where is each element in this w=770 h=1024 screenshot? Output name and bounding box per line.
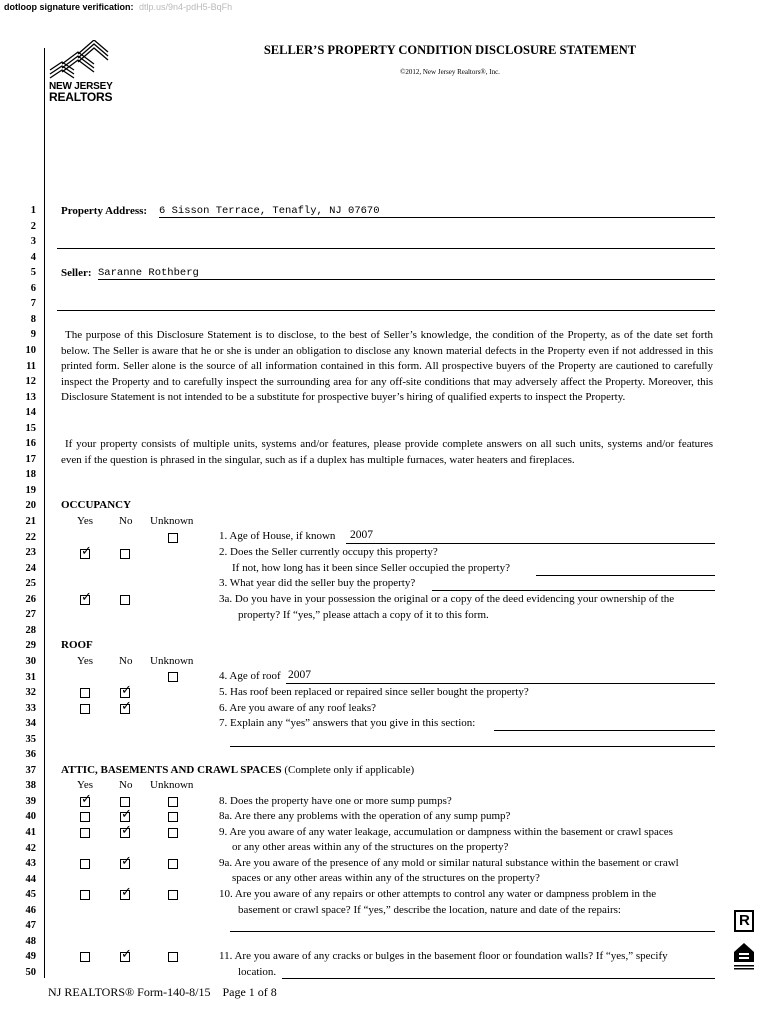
line-number: 20 [25,500,36,512]
line-number: 1 [30,205,36,216]
q5-label: 5. Has roof been replaced or repaired since seller bought the property? [219,686,529,698]
copyright-notice: ©2012, New Jersey Realtors®, Inc. [400,68,500,76]
occupancy-heading: OCCUPANCY [61,499,132,511]
col-no: No [119,515,133,527]
line-number: 44 [25,873,36,885]
q9a-label: 9a. Are you aware of the presence of any mold or similar natural substance within the basement or crawl [219,857,679,869]
line-number: 23 [25,547,36,559]
signature-verification [4,2,232,12]
line-number: 7 [30,298,36,310]
q4-unknown-checkbox[interactable] [168,672,178,682]
attic-heading-note: (Complete only if applicable) [284,764,415,776]
check-mark-icon: ✓ [121,807,132,822]
seller-label: Seller: [61,267,92,279]
q6-no-checkbox[interactable] [120,699,132,714]
line-number: 48 [25,935,36,947]
check-mark-icon: ✓ [121,947,132,962]
q11-yes-checkbox[interactable] [80,952,90,962]
col-no: No [119,655,133,667]
line-number: 30 [25,655,36,667]
logo-line-1: NEW JERSEY [49,81,113,92]
line-number: 12 [25,376,36,388]
line-number: 46 [25,904,36,916]
margin-rule [44,48,45,978]
check-mark-icon: ✓ [81,544,92,559]
q8a-unknown-checkbox[interactable] [168,812,178,822]
q4-value[interactable]: 2007 [288,669,311,681]
q1-label: 1. Age of House, if known [219,530,336,542]
q1-unknown-checkbox[interactable] [168,533,178,543]
q9a-yes-checkbox[interactable] [80,859,90,869]
address-line-2 [57,248,715,249]
line-number: 15 [25,422,36,434]
line-number: 26 [25,593,36,605]
q10-yes-checkbox[interactable] [80,890,90,900]
q2-label: 2. Does the Seller currently occupy this property? [219,546,438,558]
line-number: 35 [25,733,36,745]
q3-underline [432,590,715,591]
q3a-yes-checkbox[interactable] [80,590,92,605]
line-number: 29 [25,640,36,652]
q11-label: 11. Are you aware of any cracks or bulges in the basement floor or foundation walls? If “yes,” specify [219,950,668,962]
q8a-no-checkbox[interactable] [120,807,132,822]
line-number: 11 [26,360,36,372]
line-number: 40 [25,811,36,823]
line-number: 3 [30,236,36,248]
check-mark-icon: ✓ [121,885,132,900]
q2b-underline [536,575,715,576]
col-unknown: Unknown [150,655,194,667]
col-unknown: Unknown [150,779,194,791]
line-number: 50 [25,966,36,978]
line-number: 5 [30,267,36,279]
line-number: 18 [25,469,36,481]
line-number: 34 [25,718,36,730]
q5-no-checkbox[interactable] [120,683,132,698]
logo-text [49,82,113,102]
q8-no-checkbox[interactable] [120,797,130,807]
intro-paragraph: The purpose of this Disclosure Statement is to disclose, to the best of Seller’s knowledge, the condition of the Property, as of the date set forth below. The Seller is aware that he or she is under an obligation to disclose any known material defects in the Property even if not addressed in this printed form. Seller alone is the source of all information contained in this form. All prospective buyers of the Property are cautioned to carefully inspect the Property and to carefully inspect the surrounding area for any off-site conditions that may adversely affect the Property. Moreover, this Disclosure Statement is not intended to be a substitute for prospective buyer’s hiring of qualified experts to inspect the Property. [61,329,713,403]
col-unknown: Unknown [150,515,194,527]
line-number: 47 [25,920,36,932]
logo-line-2: REALTORS [49,90,113,104]
check-mark-icon: ✓ [121,683,132,698]
address-value[interactable]: 6 Sisson Terrace, Tenafly, NJ 07670 [159,205,380,217]
line-number: 16 [25,438,36,450]
roof-heading: ROOF [61,639,93,651]
line-number: 36 [25,749,36,761]
line-number: 39 [25,795,36,807]
verification-link[interactable]: dtlp.us/9n4-pdH5-BqFh [139,2,233,12]
q9a-no-checkbox[interactable] [120,854,132,869]
q5-yes-checkbox[interactable] [80,688,90,698]
q8a-label: 8a. Are there any problems with the operation of any sump pump? [219,810,511,822]
q3-label: 3. What year did the seller buy the property? [219,577,416,589]
q7-label: 7. Explain any “yes” answers that you give in this section: [219,717,476,729]
q2-no-checkbox[interactable] [120,549,130,559]
line-number: 28 [25,624,36,636]
q9-continuation: or any other areas within any of the structures on the property? [232,841,509,853]
line-number: 43 [25,858,36,870]
q9a-unknown-checkbox[interactable] [168,859,178,869]
q8a-yes-checkbox[interactable] [80,812,90,822]
q4-underline [286,683,715,684]
line-number: 19 [25,484,36,496]
q8-unknown-checkbox[interactable] [168,797,178,807]
line-number: 37 [25,764,36,776]
q11-no-checkbox[interactable] [120,947,132,962]
line-number: 42 [25,842,36,854]
q10-no-checkbox[interactable] [120,885,132,900]
line-number: 14 [25,407,36,419]
line-number: 13 [25,391,36,403]
address-label: Property Address: [61,205,148,217]
page-number: Page 1 of 8 [222,985,277,999]
q7-underline [494,730,715,731]
line-number: 8 [30,313,36,325]
multi-unit-paragraph: If your property consists of multiple units, systems and/or features, please provide complete answers on all such units, systems and/or features even if the question is phrased in the singular, such as if a duplex has multiple furnaces, water heaters and fireplaces. [61,438,713,466]
q8-label: 8. Does the property have one or more sump pumps? [219,795,452,807]
equal-housing-opportunity-icon [732,940,756,972]
line-number: 38 [25,780,36,792]
line-number: 21 [25,516,36,527]
line-number: 10 [25,344,36,356]
check-mark-icon: ✓ [121,699,132,714]
line-number: 9 [30,329,36,341]
line-number: 2 [30,220,36,232]
q6-label: 6. Are you aware of any roof leaks? [219,702,376,714]
line-number: 49 [25,951,36,963]
check-mark-icon: ✓ [81,590,92,605]
q3a-label: 3a. Do you have in your possession the original or a copy of the deed evidencing your ownership of the [219,593,675,605]
q9-label: 9. Are you aware of any water leakage, accumulation or dampness within the basement or crawl spaces [219,826,673,838]
seller-line-2 [57,310,715,311]
q6-yes-checkbox[interactable] [80,704,90,714]
line-number: 22 [25,531,36,543]
q2b-label: If not, how long has it been since Seller occupied the property? [232,562,510,574]
q4-label: 4. Age of roof [219,670,281,682]
q3a-no-checkbox[interactable] [120,595,130,605]
q9-unknown-checkbox[interactable] [168,828,178,838]
col-no: No [119,779,133,791]
verification-label: dotloop signature verification: [4,2,134,12]
line-number: 33 [25,702,36,714]
check-mark-icon: ✓ [81,792,92,807]
line-number: 24 [25,562,36,574]
line-number: 6 [30,282,36,294]
seller-underline [98,279,715,280]
q7-answer-line [230,746,715,747]
q11-unknown-checkbox[interactable] [168,952,178,962]
line-number: 17 [25,453,36,465]
line-number: 41 [25,827,36,838]
check-mark-icon: ✓ [121,823,132,838]
q9-yes-checkbox[interactable] [80,828,90,838]
line-number: 45 [25,889,36,901]
page-title: SELLER’S PROPERTY CONDITION DISCLOSURE STATEMENT [263,43,637,57]
attic-heading-row [61,764,414,776]
col-yes: Yes [77,515,94,527]
page-footer [48,985,277,1000]
q9a-continuation: spaces or any other areas within any of the structures on the property? [232,872,540,884]
line-number: 27 [25,609,36,621]
realtor-mark-letter: R [739,912,750,929]
line-number: 32 [25,687,36,699]
attic-heading: ATTIC, BASEMENTS AND CRAWL SPACES [61,764,282,776]
q10-unknown-checkbox[interactable] [168,890,178,900]
col-yes: Yes [77,655,94,667]
seller-value[interactable]: Saranne Rothberg [98,267,199,279]
q9-no-checkbox[interactable] [120,823,132,838]
q3a-continuation: property? If “yes,” please attach a copy of it to this form. [238,609,489,621]
form-number: NJ REALTORS® Form-140-8/15 [48,985,211,999]
q8-yes-checkbox[interactable] [80,792,92,807]
q10-answer-line [230,931,715,932]
line-number: 31 [25,671,36,683]
col-yes: Yes [77,779,94,791]
check-mark-icon: ✓ [121,854,132,869]
address-underline [159,217,715,218]
q11-continuation: location. [238,966,277,978]
line-number: 25 [25,578,36,590]
q11-underline [282,978,715,979]
q10-label: 10. Are you aware of any repairs or other attempts to control any water or dampness problem in the [219,888,657,900]
q2-yes-checkbox[interactable] [80,544,92,559]
realtor-mark-icon [734,910,754,932]
line-number: 4 [30,251,36,263]
q1-underline [346,543,715,544]
q10-continuation: basement or crawl space? If “yes,” describe the location, nature and date of the repairs: [238,904,621,916]
q1-value[interactable]: 2007 [350,529,373,541]
